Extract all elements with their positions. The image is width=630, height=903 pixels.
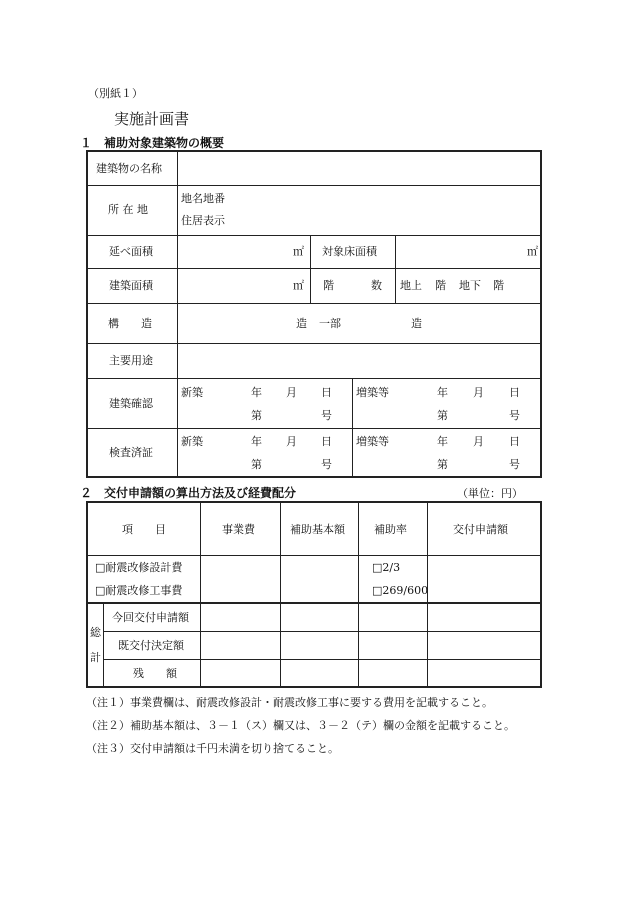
inspection-ext-dai: 第: [437, 458, 448, 471]
note-2: （注２）補助基本額は、３－１（ス）欄又は、３－２（テ）欄の金額を記載すること。: [86, 719, 515, 732]
confirm-new-month: 月: [286, 386, 297, 399]
note-3: （注３）交付申請額は千円未満を切り捨てること。: [86, 742, 339, 755]
inspection-new-year: 年: [251, 435, 262, 448]
building-name-field[interactable]: [179, 187, 539, 234]
confirm-ext-month: 月: [473, 386, 484, 399]
main-use-label: 主要用途: [109, 354, 153, 367]
inspection-ext-day: 日: [509, 435, 520, 448]
total-label-a: 総: [90, 626, 101, 639]
above-ground-label: 地上: [400, 279, 422, 292]
header-item: 項 目: [122, 523, 166, 536]
inspection-ext-gou: 号: [509, 458, 520, 471]
above-floor-unit: 階: [435, 279, 446, 292]
inspection-new-dai: 第: [251, 458, 262, 471]
rate-construction[interactable]: □269/600: [372, 584, 429, 597]
floors-label-a: 階: [323, 279, 334, 292]
inspection-new-gou: 号: [321, 458, 332, 471]
confirm-new-label: 新築: [181, 386, 203, 399]
confirm-ext-day: 日: [509, 386, 520, 399]
note-1: （注１）事業費欄は、耐震改修設計・耐震改修工事に要する費用を記載すること。: [86, 696, 493, 709]
remaining-label: 残 額: [133, 667, 177, 680]
previous-decision-label: 既交付決定額: [118, 639, 184, 652]
building-area-label: 建築面積: [109, 279, 153, 292]
confirm-new-gou: 号: [321, 409, 332, 422]
item-construction-cost[interactable]: □耐震改修工事費: [95, 584, 183, 597]
item-design-cost[interactable]: □耐震改修設計費: [95, 561, 183, 574]
structure-text-c: 造: [411, 317, 422, 330]
structure-label: 構 造: [108, 317, 152, 330]
confirm-new-dai: 第: [251, 409, 262, 422]
building-confirm-label: 建築確認: [109, 397, 153, 410]
inspection-ext-month: 月: [473, 435, 484, 448]
inspection-extend-label: 増築等: [356, 435, 389, 448]
confirm-ext-gou: 号: [509, 409, 520, 422]
floors-label-b: 数: [371, 279, 382, 292]
confirm-new-year: 年: [251, 386, 262, 399]
structure-text-a: 造: [296, 317, 307, 330]
confirm-ext-dai: 第: [437, 409, 448, 422]
inspection-label: 検査済証: [109, 446, 153, 459]
location-address-label: 住居表示: [181, 214, 225, 227]
building-area-unit: ㎡: [293, 279, 304, 292]
structure-text-b: 一部: [319, 317, 341, 330]
confirm-ext-year: 年: [437, 386, 448, 399]
total-label-b: 計: [90, 651, 101, 664]
section2-heading: ２ 交付申請額の算出方法及び経費配分: [80, 486, 297, 500]
inspection-new-month: 月: [286, 435, 297, 448]
current-apply-label: 今回交付申請額: [112, 611, 189, 624]
total-floor-area-label: 延べ面積: [109, 245, 153, 258]
below-ground-label: 地下: [459, 279, 481, 292]
location-label: 所 在 地: [108, 203, 148, 216]
total-floor-unit: ㎡: [293, 245, 304, 258]
rate-design[interactable]: □2/3: [372, 561, 401, 574]
section1-heading: １ 補助対象建築物の概要: [80, 136, 225, 150]
inspection-new-day: 日: [321, 435, 332, 448]
header-project-cost: 事業費: [222, 523, 255, 536]
inspection-ext-year: 年: [437, 435, 448, 448]
target-floor-area-label: 対象床面積: [322, 245, 377, 258]
inspection-new-label: 新築: [181, 435, 203, 448]
unit-note: （単位：円）: [457, 487, 523, 500]
below-floor-unit: 階: [493, 279, 504, 292]
header-apply-amount: 交付申請額: [453, 523, 508, 536]
building-name-label: 建築物の名称: [96, 162, 162, 175]
appendix-label: （別紙１）: [88, 87, 143, 100]
confirm-extend-label: 増築等: [356, 386, 389, 399]
location-lot-label: 地名地番: [181, 192, 225, 205]
header-subsidy-rate: 補助率: [374, 523, 407, 536]
confirm-new-day: 日: [321, 386, 332, 399]
document-title: 実施計画書: [114, 110, 190, 128]
target-floor-unit: ㎡: [527, 245, 538, 258]
header-base-amount: 補助基本額: [290, 523, 345, 536]
